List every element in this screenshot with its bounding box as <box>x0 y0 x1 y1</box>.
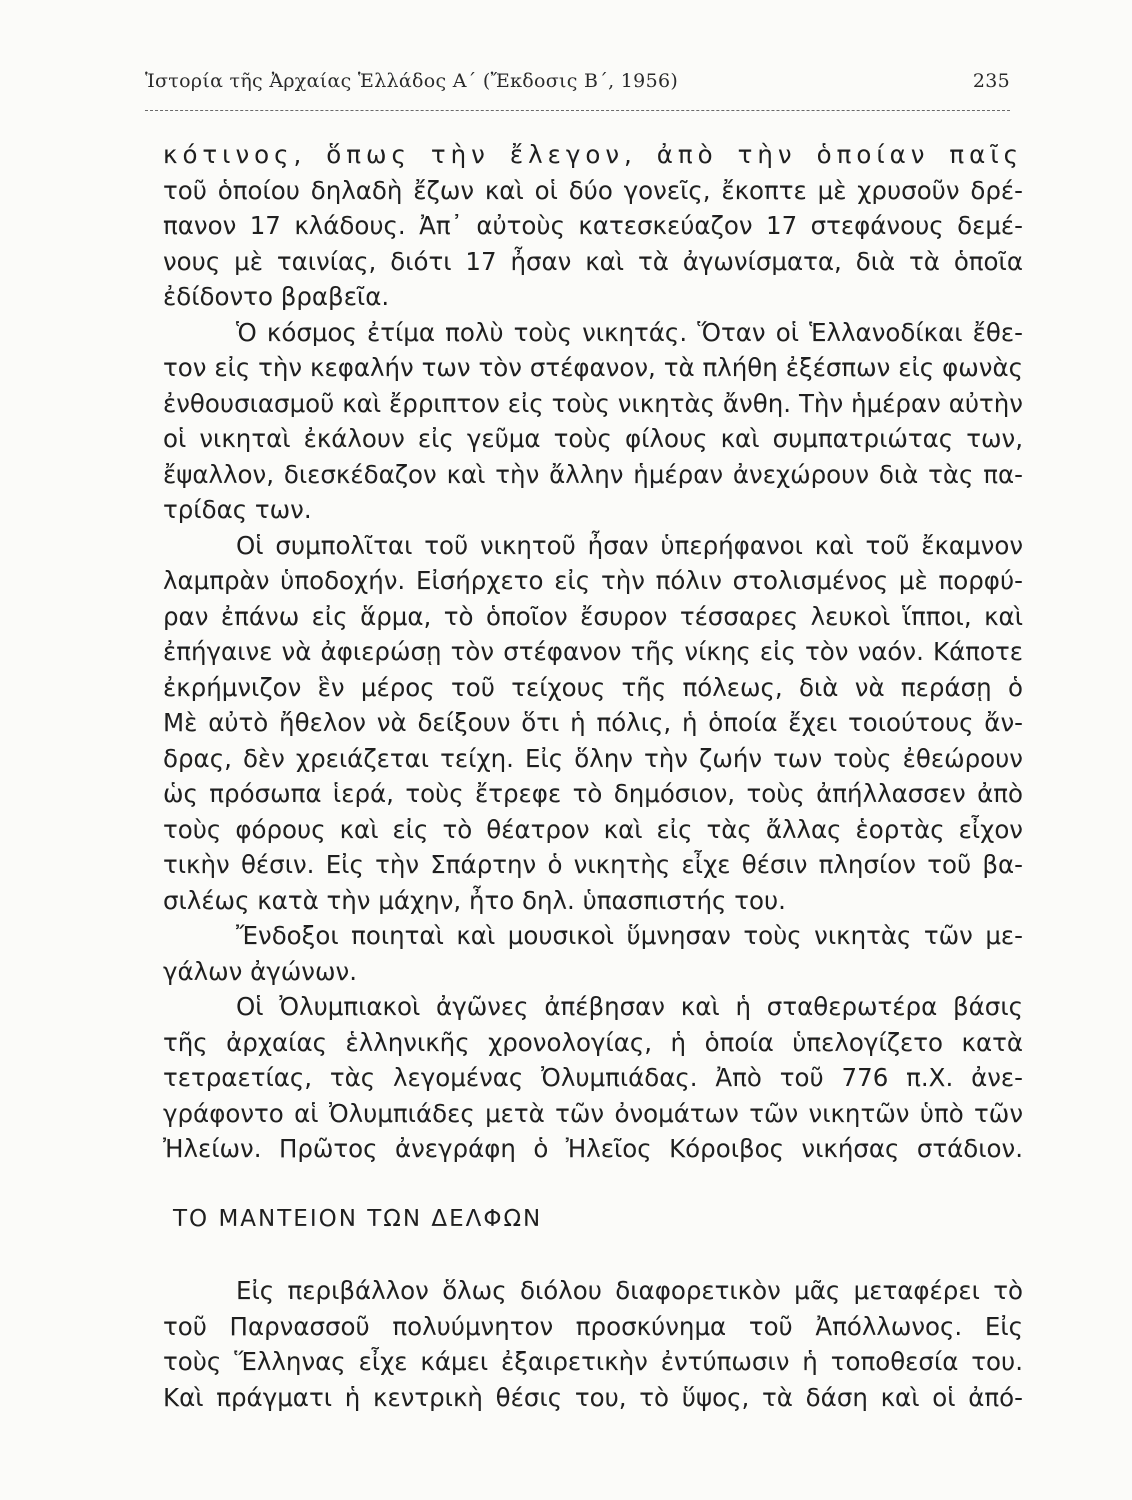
text-line: τοὺς φόρους καὶ εἰς τὸ θέατρον καὶ εἰς τὰς ἄλλας ἑορτὰς εἶχον <box>163 814 1023 844</box>
text-line: τικὴν θέσιν. Εἰς τὴν Σπάρτην ὁ νικητὴς εἶχε θέσιν πλησίον τοῦ βα- <box>163 850 1023 879</box>
header-rule <box>145 110 1010 111</box>
text-line: Καὶ πράγματι ἡ κεντρικὴ θέσις του, τὸ ὕψος, τὰ δάση καὶ οἱ ἀπό- <box>163 1382 1023 1412</box>
text-line: δρας, δὲν χρειάζεται τείχη. Εἰς ὅλην τὴν ζωήν των τοὺς ἐθεώρουν <box>163 743 1023 773</box>
text-line: Ἠλείων. Πρῶτος ἀνεγράφη ὁ Ἠλεῖος Κόροιβος νικήσας στάδιον. <box>163 1134 1023 1163</box>
text-line: σιλέως κατὰ τὴν μάχην, ἦτο δηλ. ὑπασπιστής του. <box>163 885 786 915</box>
text-line: γάλων ἀγώνων. <box>163 956 357 986</box>
text-line: ἐπήγαινε νὰ ἀφιερώσῃ τὸν στέφανον τῆς νίκης εἰς τὸν ναόν. Κάποτε <box>163 637 1023 666</box>
text-line: τοὺς Ἕλληνας εἶχε κάμει ἐξαιρετικὴν ἐντύπωσιν ἡ τοποθεσία του. <box>163 1347 1023 1376</box>
text-line: οἱ νικηταὶ ἐκάλουν εἰς γεῦμα τοὺς φίλους καὶ συμπατριώτας των, <box>163 424 1023 453</box>
text-line: ἐκρήμνιζον ἓν μέρος τοῦ τείχους τῆς πόλεως, διὰ νὰ περάσῃ ὁ <box>163 672 1023 702</box>
text-line: ἔψαλλον, διεσκέδαζον καὶ τὴν ἄλλην ἡμέραν ἀνεχώρουν διὰ τὰς πα- <box>163 459 1023 489</box>
text-line: Εἰς περιβάλλον ὅλως διόλου διαφορετικὸν μᾶς μεταφέρει τὸ <box>236 1276 1023 1305</box>
text-line: Ὁ κόσμος ἐτίμα πολὺ τοὺς νικητάς. Ὅταν οἱ Ἑλλανοδίκαι ἔθε- <box>236 317 1023 347</box>
section-title: ΤΟ ΜΑΝΤΕΙΟΝ ΤΩΝ ΔΕΛΦΩΝ <box>173 1206 543 1232</box>
blank-line <box>163 1238 1023 1274</box>
text-line: τοῦ ὁποίου δηλαδὴ ἔζων καὶ οἱ δύο γονεῖς, ἔκοπτε μὲ χρυσοῦν δρέ- <box>163 175 1023 205</box>
text-line: ἐνθουσιασμοῦ καὶ ἔρριπτον εἰς τοὺς νικητὰς ἄνθη. Τὴν ἡμέραν αὐτὴν <box>163 388 1023 418</box>
text-line: νους μὲ ταινίας, διότι 17 ἦσαν καὶ τὰ ἀγωνίσματα, διὰ τὰ ὁποῖα <box>163 246 1023 276</box>
text-line: τρίδας των. <box>163 495 312 524</box>
text-line: τοῦ Παρνασσοῦ πολυύμνητον προσκύνημα τοῦ Ἀπόλλωνος. Εἰς <box>163 1311 1023 1341</box>
page-header <box>145 70 1010 102</box>
text-line: Ἔνδοξοι ποιηταὶ καὶ μουσικοὶ ὕμνησαν τοὺς νικητὰς τῶν με- <box>236 921 1023 950</box>
text-line: ὡς πρόσωπα ἱερά, τοὺς ἔτρεφε τὸ δημόσιον, τοὺς ἀπήλλασσεν ἀπὸ <box>163 779 1023 808</box>
text-line: κότινος, ὅπως τὴν ἔλεγον, ἀπὸ τὴν ὁποίαν παῖς <box>163 140 1023 169</box>
running-title: Ἱστορία τῆς Ἀρχαίας Ἑλλάδος Α΄ (Ἔκδοσις Β΄, 1956) <box>145 70 679 92</box>
page-number: 235 <box>972 70 1010 92</box>
text-line: Οἱ συμπολῖται τοῦ νικητοῦ ἦσαν ὑπερήφανοι καὶ τοῦ ἔκαμνον <box>236 530 1023 560</box>
text-line: τον εἰς τὴν κεφαλήν των τὸν στέφανον, τὰ πλήθη ἐξέσπων εἰς φωνὰς <box>163 353 1023 382</box>
body-text <box>163 137 1023 1415</box>
text-line: λαμπρὰν ὑποδοχήν. Εἰσήρχετο εἰς τὴν πόλιν στολισμένος μὲ πορφύ- <box>163 566 1023 595</box>
text-line: τετραετίας, τὰς λεγομένας Ὀλυμπιάδας. Ἀπὸ τοῦ 776 π.Χ. ἀνε- <box>163 1063 1023 1092</box>
text-line: ραν ἐπάνω εἰς ἅρμα, τὸ ὁποῖον ἔσυρον τέσσαρες λευκοὶ ἵπποι, καὶ <box>163 601 1023 631</box>
text-line: Οἱ Ὀλυμπιακοὶ ἀγῶνες ἀπέβησαν καὶ ἡ σταθερωτέρα βάσις <box>236 992 1023 1021</box>
text-line: ἐδίδοντο βραβεῖα. <box>163 282 390 311</box>
text-line: τῆς ἀρχαίας ἑλληνικῆς χρονολογίας, ἡ ὁποία ὑπελογίζετο κατὰ <box>163 1027 1023 1057</box>
text-line: γράφοντο αἱ Ὀλυμπιάδες μετὰ τῶν ὀνομάτων τῶν νικητῶν ὑπὸ τῶν <box>163 1098 1023 1128</box>
text-line: Μὲ αὐτὸ ἤθελον νὰ δείξουν ὅτι ἡ πόλις, ἡ ὁποία ἔχει τοιούτους ἄν- <box>163 708 1023 737</box>
text-line: πανον 17 κλάδους. Ἀπ᾿ αὐτοὺς κατεσκεύαζον 17 στεφάνους δεμέ- <box>163 211 1023 240</box>
blank-line <box>163 1167 1023 1203</box>
